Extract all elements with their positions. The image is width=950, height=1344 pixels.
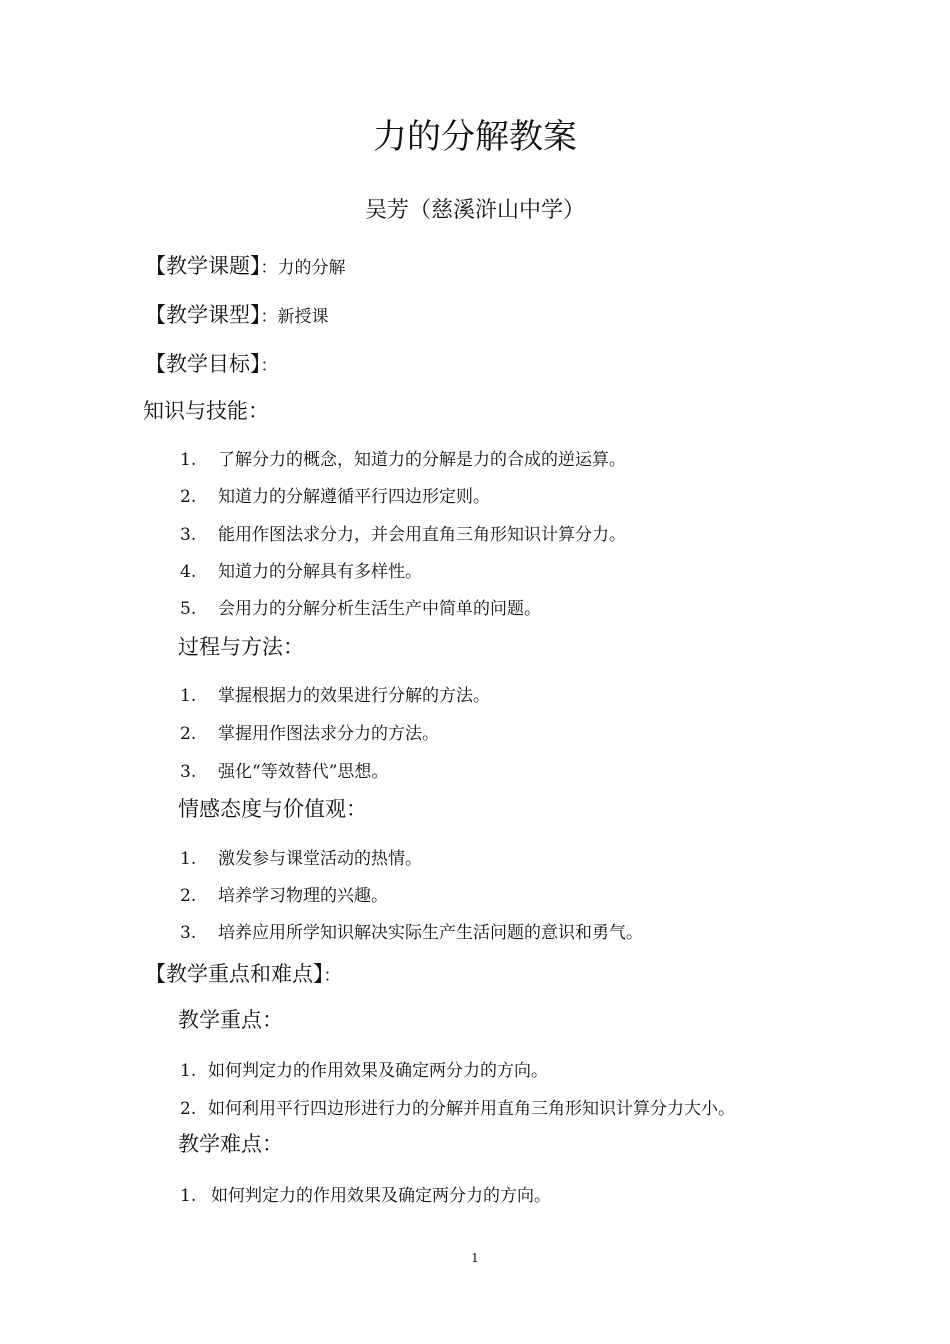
knowledge-heading: 知识与技能： xyxy=(143,399,269,423)
page-number: 1 xyxy=(471,1251,479,1265)
list-item: 3. 能用作图法求分力，并会用直角三角形知识计算分力。 xyxy=(180,525,626,545)
field-type-label: 【教学课型】 xyxy=(145,303,261,327)
list-item: 2. 掌握用作图法求分力的方法。 xyxy=(180,724,439,744)
field-goals xyxy=(145,348,278,378)
field-goals-colon: ： xyxy=(260,356,278,376)
list-item: 1. 激发参与课堂活动的热情。 xyxy=(180,849,422,869)
list-item: 2. 如何利用平行四边形进行力的分解并用直角三角形知识计算分力大小。 xyxy=(180,1099,735,1119)
difficult-points-heading: 教学难点： xyxy=(178,1132,283,1156)
list-item: 1. 了解分力的概念，知道力的分解是力的合成的逆运算。 xyxy=(180,450,626,470)
field-key-difficult xyxy=(145,958,341,988)
list-item: 2. 知道力的分解遵循平行四边形定则。 xyxy=(180,487,490,507)
document-title: 力的分解教案 xyxy=(373,117,577,157)
field-type-value: 新授课 xyxy=(277,307,329,327)
field-type xyxy=(145,299,329,329)
field-key-difficult-colon: ： xyxy=(323,966,341,986)
field-topic xyxy=(145,250,346,280)
list-item: 1. 掌握根据力的效果进行分解的方法。 xyxy=(180,686,490,706)
field-goals-label: 【教学目标】 xyxy=(145,352,261,376)
key-points-heading: 教学重点： xyxy=(178,1008,283,1032)
field-topic-label: 【教学课题】 xyxy=(145,254,261,278)
process-heading: 过程与方法： xyxy=(178,635,304,659)
list-item: 2. 培养学习物理的兴趣。 xyxy=(180,886,388,906)
list-item: 3. 强化“等效替代”思想。 xyxy=(180,762,389,782)
field-key-difficult-label: 【教学重点和难点】 xyxy=(145,962,324,986)
field-topic-value: 力的分解 xyxy=(277,258,346,278)
list-item: 1. 如何判定力的作用效果及确定两分力的方向。 xyxy=(180,1061,548,1081)
list-item: 4. 知道力的分解具有多样性。 xyxy=(180,562,422,582)
emotion-heading: 情感态度与价值观： xyxy=(178,797,367,821)
author-line: 吴芳（慈溪浒山中学） xyxy=(364,198,585,223)
field-topic-colon: ： xyxy=(260,258,278,278)
list-item: 3. 培养应用所学知识解决实际生产生活问题的意识和勇气。 xyxy=(180,923,643,943)
list-item: 5. 会用力的分解分析生活生产中简单的问题。 xyxy=(180,599,541,619)
list-item: 1. 如何判定力的作用效果及确定两分力的方向。 xyxy=(180,1186,551,1206)
field-type-colon: ： xyxy=(260,307,278,327)
